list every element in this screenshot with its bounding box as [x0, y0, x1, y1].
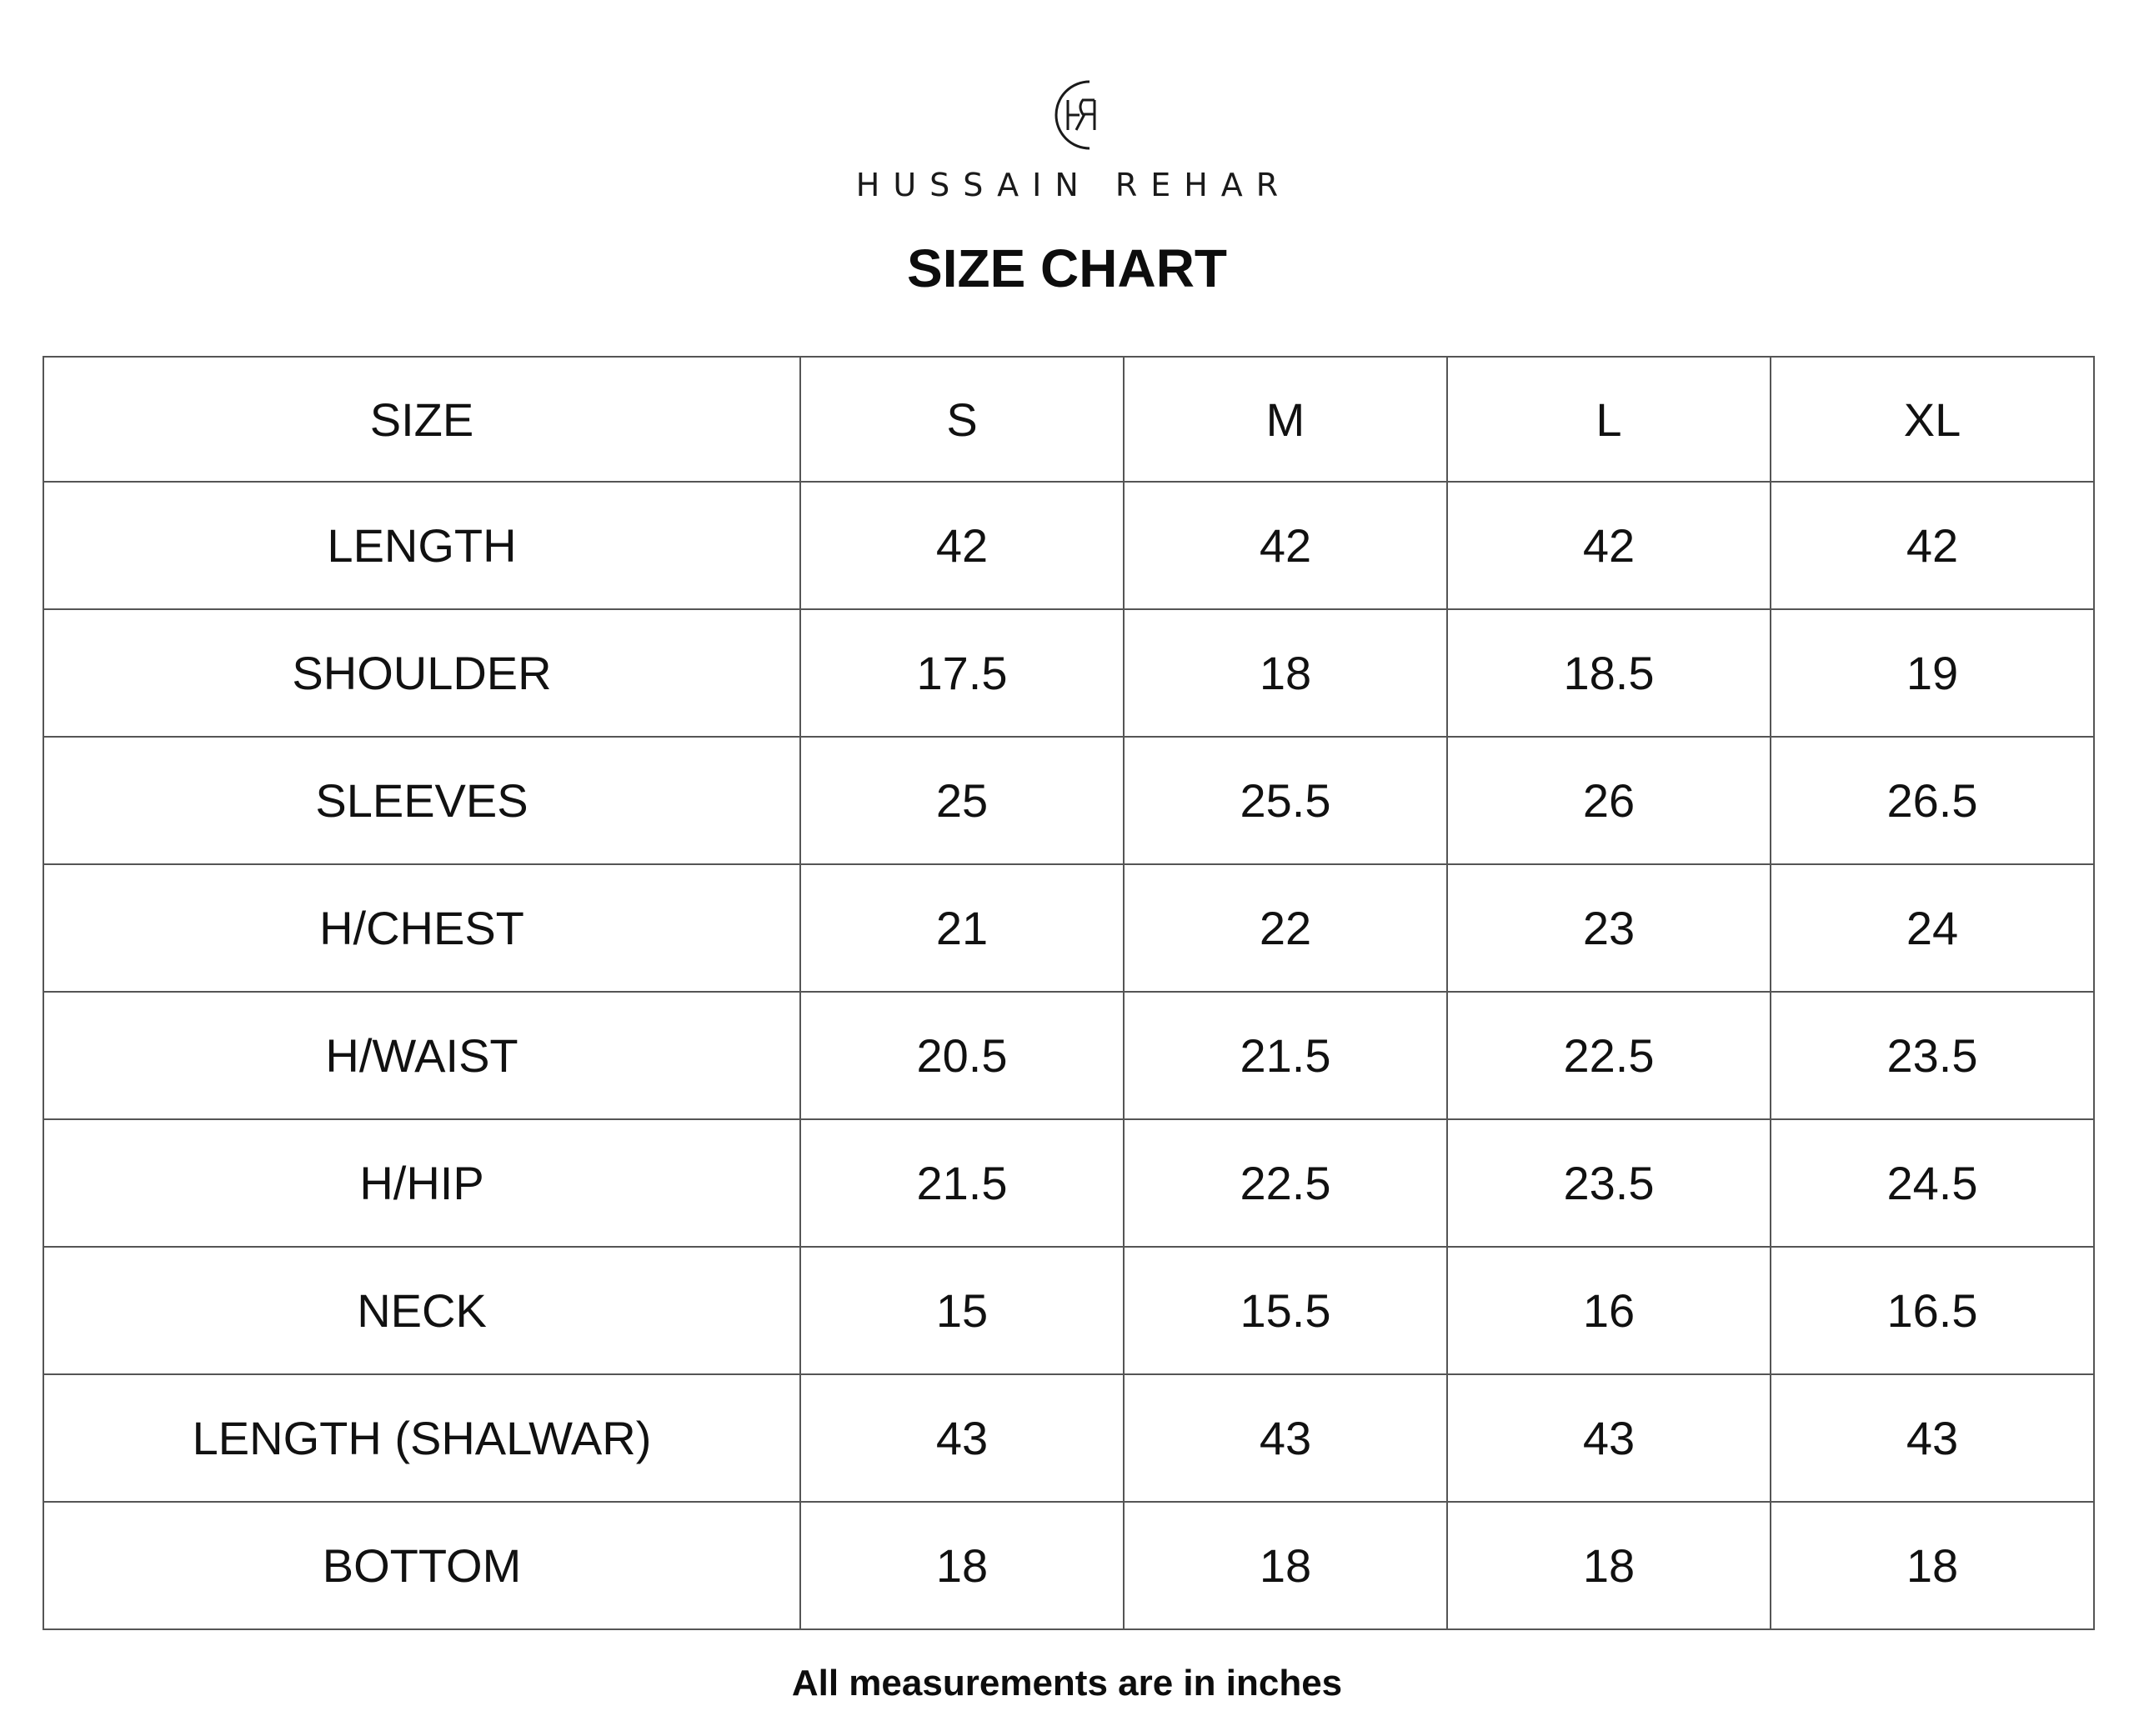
- cell-value: 16.5: [1771, 1247, 2094, 1374]
- row-label: H/WAIST: [43, 992, 800, 1119]
- measurement-note: All measurements are in inches: [791, 1663, 1343, 1703]
- table-row: [43, 1119, 2094, 1247]
- cell-value: 43: [1124, 1374, 1447, 1502]
- header-size-label: SIZE: [43, 357, 800, 482]
- cell-value: 26.5: [1771, 737, 2094, 864]
- header-size-s: S: [800, 357, 1124, 482]
- cell-value: 42: [800, 482, 1124, 609]
- table-row: [43, 1374, 2094, 1502]
- table-row: [43, 1502, 2094, 1629]
- cell-value: 42: [1771, 482, 2094, 609]
- header-size-m: M: [1124, 357, 1447, 482]
- row-label: H/CHEST: [43, 864, 800, 992]
- cell-value: 18: [1124, 1502, 1447, 1629]
- header-size-l: L: [1447, 357, 1771, 482]
- cell-value: 15: [800, 1247, 1124, 1374]
- hr-monogram-logo-icon: [1038, 75, 1113, 154]
- cell-value: 20.5: [800, 992, 1124, 1119]
- row-label: BOTTOM: [43, 1502, 800, 1629]
- table-row: [43, 992, 2094, 1119]
- table-row: [43, 609, 2094, 737]
- cell-value: 42: [1447, 482, 1771, 609]
- cell-value: 22.5: [1124, 1119, 1447, 1247]
- cell-value: 42: [1124, 482, 1447, 609]
- brand-name: HUSSAIN REHAR: [855, 167, 1292, 203]
- cell-value: 43: [1447, 1374, 1771, 1502]
- cell-value: 25.5: [1124, 737, 1447, 864]
- cell-value: 24: [1771, 864, 2094, 992]
- cell-value: 23.5: [1447, 1119, 1771, 1247]
- row-label: LENGTH: [43, 482, 800, 609]
- cell-value: 16: [1447, 1247, 1771, 1374]
- table-row: [43, 864, 2094, 992]
- size-chart-table: [43, 356, 2095, 1630]
- cell-value: 21.5: [800, 1119, 1124, 1247]
- row-label: SHOULDER: [43, 609, 800, 737]
- cell-value: 19: [1771, 609, 2094, 737]
- row-label: H/HIP: [43, 1119, 800, 1247]
- cell-value: 18: [1771, 1502, 2094, 1629]
- header-row: [43, 357, 2094, 482]
- page-title: SIZE CHART: [907, 238, 1227, 298]
- cell-value: 23.5: [1771, 992, 2094, 1119]
- table-row: [43, 737, 2094, 864]
- cell-value: 15.5: [1124, 1247, 1447, 1374]
- cell-value: 26: [1447, 737, 1771, 864]
- cell-value: 18: [1124, 609, 1447, 737]
- cell-value: 18.5: [1447, 609, 1771, 737]
- cell-value: 22: [1124, 864, 1447, 992]
- header-size-xl: XL: [1771, 357, 2094, 482]
- cell-value: 43: [800, 1374, 1124, 1502]
- table-row: [43, 1247, 2094, 1374]
- cell-value: 23: [1447, 864, 1771, 992]
- cell-value: 17.5: [800, 609, 1124, 737]
- row-label: NECK: [43, 1247, 800, 1374]
- cell-value: 24.5: [1771, 1119, 2094, 1247]
- cell-value: 21: [800, 864, 1124, 992]
- cell-value: 21.5: [1124, 992, 1447, 1119]
- cell-value: 18: [1447, 1502, 1771, 1629]
- row-label: LENGTH (SHALWAR): [43, 1374, 800, 1502]
- cell-value: 25: [800, 737, 1124, 864]
- cell-value: 22.5: [1447, 992, 1771, 1119]
- table-row: [43, 482, 2094, 609]
- cell-value: 18: [800, 1502, 1124, 1629]
- cell-value: 43: [1771, 1374, 2094, 1502]
- row-label: SLEEVES: [43, 737, 800, 864]
